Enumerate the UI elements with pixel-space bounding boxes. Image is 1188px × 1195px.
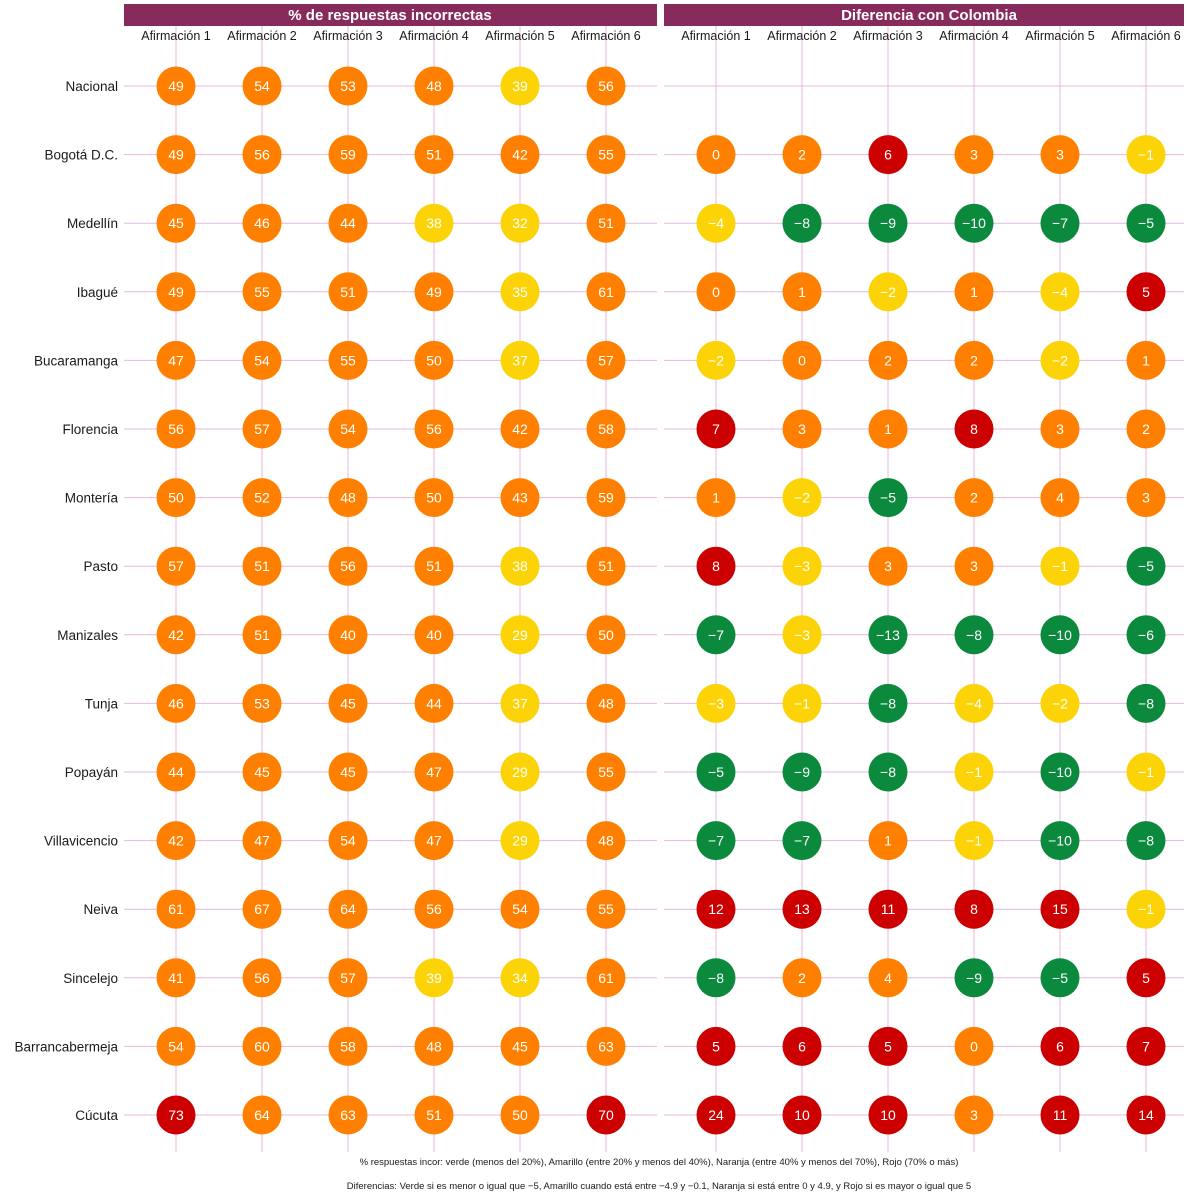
- panel-diferencia-dot-label: −2: [880, 283, 896, 300]
- panel-incorrectas-dot-label: 48: [426, 1038, 442, 1055]
- panel-incorrectas-dot-label: 51: [426, 146, 442, 163]
- panel-incorrectas-dot-label: 37: [512, 352, 528, 369]
- panel-incorrectas-dot-label: 61: [598, 969, 614, 986]
- panel-incorrectas-dot-label: 51: [426, 1107, 442, 1123]
- panel-incorrectas-col-label: Afirmación 2: [227, 29, 297, 43]
- panel-diferencia-dot-label: −9: [880, 215, 896, 232]
- panel-incorrectas-dot-label: 32: [512, 215, 528, 232]
- footnote-line1: % respuestas incor: verde (menos del 20%), Amarillo (entre 20% y menos del 40%), Naranja (entre 40% y menos del 70%), Rojo (70% o más): [359, 1157, 959, 1168]
- panel-incorrectas-dot-label: 45: [254, 764, 270, 780]
- panel-incorrectas-dot-label: 51: [340, 283, 356, 300]
- panel-incorrectas-dot-label: 54: [168, 1038, 184, 1055]
- panel-diferencia-dot-label: 0: [712, 146, 720, 163]
- panel-diferencia-dot-label: −8: [1138, 695, 1154, 712]
- panel-incorrectas-dot-label: 49: [168, 146, 184, 163]
- panel-incorrectas-dot-label: 57: [254, 421, 270, 437]
- row-label: Montería: [64, 490, 118, 506]
- panel-incorrectas-title: % de respuestas incorrectas: [288, 7, 492, 24]
- panel-diferencia-dot-label: 13: [794, 901, 810, 918]
- row-label: Manizales: [57, 627, 118, 643]
- panel-diferencia-dot-label: −1: [1052, 558, 1068, 575]
- panel-incorrectas-dot-label: 53: [254, 695, 270, 712]
- row-label: Sincelejo: [63, 970, 118, 986]
- panel-incorrectas-dot-label: 64: [254, 1107, 270, 1123]
- panel-diferencia-dot-label: −4: [966, 695, 982, 712]
- panel-diferencia-dot-label: 6: [798, 1038, 806, 1055]
- panel-diferencia-dot-label: 6: [884, 146, 892, 163]
- panel-incorrectas-dot-label: 58: [598, 421, 614, 437]
- panel-incorrectas-dot-label: 42: [512, 146, 528, 163]
- panel-diferencia-dot-label: 12: [708, 901, 724, 918]
- panel-diferencia-dot-label: 4: [1056, 489, 1064, 506]
- panel-diferencia-dot-label: 2: [798, 146, 806, 163]
- panel-diferencia-dot-label: −10: [962, 215, 986, 232]
- panel-incorrectas-dot-label: 57: [598, 352, 614, 369]
- panel-diferencia-dot-label: −1: [1138, 146, 1154, 163]
- panel-incorrectas-dot-label: 37: [512, 695, 528, 712]
- panel-diferencia-dot-label: 2: [970, 352, 978, 369]
- panel-incorrectas-dot-label: 42: [168, 626, 184, 643]
- panel-incorrectas: [124, 4, 657, 1152]
- panel-incorrectas-dot-label: 51: [254, 626, 270, 643]
- panel-incorrectas-dot-label: 39: [512, 78, 528, 94]
- panel-incorrectas-dot-label: 54: [254, 352, 270, 369]
- panel-incorrectas-dot-label: 61: [598, 283, 614, 300]
- panel-diferencia-dot-label: 2: [884, 352, 892, 369]
- panel-incorrectas-dot-label: 61: [168, 901, 184, 918]
- panel-incorrectas-dot-label: 29: [512, 764, 528, 780]
- panel-incorrectas-dot-label: 56: [426, 901, 442, 918]
- panel-diferencia-col-label: Afirmación 5: [1025, 29, 1095, 43]
- panel-diferencia-dot-label: −1: [966, 832, 982, 849]
- panel-incorrectas-dot-label: 51: [254, 558, 270, 575]
- panel-diferencia-dot-label: −1: [794, 695, 810, 712]
- panel-diferencia-dot-label: −8: [708, 969, 724, 986]
- panel-diferencia-dot-label: 2: [970, 489, 978, 506]
- panel-diferencia-dot-label: 0: [798, 352, 806, 369]
- panel-incorrectas-dot-label: 40: [426, 626, 442, 643]
- panel-diferencia-dot-label: −10: [1048, 626, 1072, 643]
- panel-incorrectas-dot-label: 49: [168, 78, 184, 94]
- panel-incorrectas-dot-label: 73: [168, 1107, 184, 1123]
- panel-diferencia-dot-label: 11: [1052, 1107, 1068, 1123]
- panel-incorrectas-dot-label: 55: [598, 901, 614, 918]
- panel-diferencia-dot-label: 8: [970, 901, 978, 918]
- panel-diferencia-dot-label: 8: [970, 421, 978, 437]
- panel-diferencia-dot-label: 3: [884, 558, 892, 575]
- panel-incorrectas-dot-label: 45: [340, 695, 356, 712]
- panel-incorrectas-dot-label: 39: [426, 969, 442, 986]
- panel-diferencia-dot-label: 1: [970, 283, 978, 300]
- row-label: Florencia: [62, 422, 118, 437]
- panel-incorrectas-dot-label: 45: [340, 764, 356, 780]
- panel-diferencia-dot-label: 15: [1052, 901, 1068, 918]
- panel-diferencia-title: Diferencia con Colombia: [841, 7, 1017, 24]
- panel-diferencia-dot-label: 5: [1142, 969, 1150, 986]
- panel-incorrectas-dot-label: 63: [340, 1107, 356, 1123]
- panel-diferencia-dot-label: −7: [708, 626, 724, 643]
- panel-incorrectas-dot-label: 50: [426, 489, 442, 506]
- panel-incorrectas-dot-label: 47: [168, 352, 184, 369]
- panel-diferencia-dot-label: 2: [1142, 421, 1150, 437]
- panel-diferencia-dot-label: 2: [798, 969, 806, 986]
- panel-incorrectas-grid: [124, 26, 657, 1152]
- panel-incorrectas-dot-label: 48: [426, 78, 442, 94]
- panel-diferencia-dot-label: −8: [966, 626, 982, 643]
- panel-incorrectas-dot-label: 49: [168, 283, 184, 300]
- panel-diferencia-dot-label: −1: [1138, 901, 1154, 918]
- row-label: Popayán: [64, 765, 118, 780]
- panel-diferencia-dot-label: −5: [708, 764, 724, 780]
- row-label: Bogotá D.C.: [44, 147, 118, 163]
- footnote-line2: Diferencias: Verde si es menor o igual que −5, Amarillo cuando está entre −4.9 y −0.1, Naranja si está entre 0 y 4.9, y Rojo si es mayor o igual que 5: [346, 1181, 972, 1192]
- panel-diferencia-col-label: Afirmación 2: [767, 29, 837, 43]
- panel-incorrectas-dot-label: 56: [254, 146, 270, 163]
- panel-diferencia-dot-label: 6: [1056, 1038, 1064, 1055]
- panel-incorrectas-dot-label: 55: [598, 764, 614, 780]
- row-label: Barrancabermeja: [14, 1039, 118, 1055]
- panel-diferencia-col-label: Afirmación 3: [853, 29, 923, 43]
- panel-incorrectas-col-label: Afirmación 5: [485, 29, 555, 43]
- panel-diferencia-dot-label: 0: [970, 1038, 978, 1055]
- panel-incorrectas-dot-label: 50: [426, 352, 442, 369]
- panel-diferencia-dot-label: −4: [1052, 283, 1068, 300]
- panel-diferencia-dot-label: 8: [712, 558, 720, 575]
- panel-diferencia-col-label: Afirmación 4: [939, 29, 1009, 43]
- panel-incorrectas-dot-label: 54: [512, 901, 528, 918]
- panel-diferencia: [664, 4, 1184, 1152]
- panel-diferencia-dot-label: −5: [1138, 558, 1154, 575]
- panel-diferencia-col-label: Afirmación 6: [1111, 29, 1181, 43]
- panel-diferencia-dot-label: 3: [1142, 489, 1150, 506]
- panel-incorrectas-dot-label: 38: [512, 558, 528, 575]
- panel-diferencia-dot-label: 3: [1056, 146, 1064, 163]
- panel-diferencia-dot-label: −2: [708, 352, 724, 369]
- panel-incorrectas-dots: [157, 67, 626, 1135]
- panel-incorrectas-dot-label: 51: [598, 558, 614, 575]
- panel-incorrectas-dot-label: 53: [340, 78, 356, 94]
- panel-diferencia-dot-label: −5: [1138, 215, 1154, 232]
- panel-incorrectas-dot-label: 42: [168, 832, 184, 849]
- panel-incorrectas-dot-label: 51: [598, 215, 614, 232]
- panel-diferencia-dot-label: −10: [1048, 832, 1072, 849]
- panel-incorrectas-col-labels: [141, 29, 641, 43]
- panel-diferencia-dot-label: 7: [712, 421, 720, 437]
- panel-diferencia-dot-label: 5: [1142, 283, 1150, 300]
- panel-incorrectas-dot-label: 63: [598, 1038, 614, 1055]
- row-labels: [14, 79, 118, 1123]
- panel-diferencia-dot-label: 3: [1056, 421, 1064, 437]
- panel-diferencia-col-label: Afirmación 1: [681, 29, 751, 43]
- panel-diferencia-dot-label: −8: [1138, 832, 1154, 849]
- panel-incorrectas-dot-label: 43: [512, 489, 528, 506]
- panel-incorrectas-dot-label: 57: [340, 969, 356, 986]
- panel-incorrectas-dot-label: 40: [340, 626, 356, 643]
- panel-diferencia-dot-label: 1: [712, 489, 720, 506]
- panel-incorrectas-dot-label: 44: [168, 764, 184, 780]
- panel-incorrectas-dot-label: 56: [598, 78, 614, 94]
- panel-diferencia-dot-label: 14: [1138, 1107, 1154, 1123]
- row-label: Cúcuta: [75, 1108, 118, 1123]
- panel-incorrectas-dot-label: 56: [340, 558, 356, 575]
- panel-incorrectas-dot-label: 50: [598, 626, 614, 643]
- panel-incorrectas-dot-label: 35: [512, 283, 528, 300]
- row-label: Pasto: [83, 559, 118, 575]
- panel-incorrectas-dot-label: 56: [426, 421, 442, 437]
- panel-incorrectas-dot-label: 42: [512, 421, 528, 437]
- row-label: Tunja: [84, 696, 118, 712]
- panel-diferencia-dot-label: 3: [970, 558, 978, 575]
- panel-incorrectas-dot-label: 56: [254, 969, 270, 986]
- panel-diferencia-dot-label: −4: [708, 215, 724, 232]
- panel-diferencia-dot-label: 3: [798, 421, 806, 437]
- panel-incorrectas-dot-label: 54: [340, 832, 356, 849]
- row-label: Ibagué: [76, 284, 118, 300]
- panel-incorrectas-dot-label: 64: [340, 901, 356, 918]
- panel-diferencia-dot-label: 0: [712, 283, 720, 300]
- panel-diferencia-dot-label: 3: [970, 146, 978, 163]
- panel-diferencia-dot-label: −9: [966, 969, 982, 986]
- panel-incorrectas-dot-label: 51: [426, 558, 442, 575]
- panel-diferencia-dot-label: 4: [884, 969, 892, 986]
- panel-diferencia-dot-label: 11: [880, 901, 896, 918]
- panel-incorrectas-dot-label: 55: [340, 352, 356, 369]
- panel-diferencia-dot-label: 10: [880, 1107, 896, 1123]
- panel-incorrectas-dot-label: 54: [254, 78, 270, 94]
- panel-incorrectas-col-label: Afirmación 6: [571, 29, 641, 43]
- panel-diferencia-dot-label: −6: [1138, 626, 1154, 643]
- panel-diferencia-dot-label: 1: [884, 832, 892, 849]
- panel-diferencia-dot-label: −5: [880, 489, 896, 506]
- row-label: Bucaramanga: [33, 353, 118, 369]
- panel-diferencia-dot-label: 1: [1142, 352, 1150, 369]
- panel-diferencia-dot-label: −8: [880, 695, 896, 712]
- panel-diferencia-col-labels: [681, 29, 1181, 43]
- panel-incorrectas-dot-label: 46: [254, 215, 270, 232]
- panel-incorrectas-dot-label: 44: [426, 695, 442, 712]
- panel-diferencia-dot-label: 7: [1142, 1038, 1150, 1055]
- panel-incorrectas-dot-label: 55: [254, 283, 270, 300]
- panel-incorrectas-dot-label: 46: [168, 695, 184, 712]
- panel-diferencia-dot-label: −2: [794, 489, 810, 506]
- panel-incorrectas-dot-label: 45: [512, 1038, 528, 1055]
- panel-incorrectas-dot-label: 48: [598, 832, 614, 849]
- panel-diferencia-dot-label: −2: [1052, 352, 1068, 369]
- panel-diferencia-dot-label: 10: [794, 1107, 810, 1123]
- panel-incorrectas-dot-label: 29: [512, 626, 528, 643]
- panel-incorrectas-dot-label: 70: [598, 1107, 614, 1123]
- panel-incorrectas-dot-label: 47: [254, 832, 270, 849]
- panel-incorrectas-dot-label: 55: [598, 146, 614, 163]
- panel-diferencia-dot-label: −10: [1048, 764, 1072, 780]
- panel-incorrectas-dot-label: 58: [340, 1038, 356, 1055]
- panel-incorrectas-dot-label: 45: [168, 215, 184, 232]
- panel-diferencia-dot-label: −8: [880, 764, 896, 780]
- row-label: Neiva: [83, 902, 118, 918]
- panel-diferencia-dot-label: −7: [708, 832, 724, 849]
- panel-diferencia-dot-label: 5: [884, 1038, 892, 1055]
- panel-diferencia-dot-label: −13: [876, 626, 900, 643]
- panel-incorrectas-col-label: Afirmación 1: [141, 29, 211, 43]
- panel-incorrectas-dot-label: 34: [512, 969, 528, 986]
- panel-diferencia-dot-label: −1: [1138, 764, 1154, 780]
- panel-incorrectas-dot-label: 60: [254, 1038, 270, 1055]
- panel-diferencia-grid: [664, 26, 1184, 1152]
- panel-diferencia-dot-label: 1: [798, 283, 806, 300]
- panel-incorrectas-dot-label: 44: [340, 215, 356, 232]
- panel-diferencia-dot-label: −3: [794, 558, 810, 575]
- panel-incorrectas-dot-label: 57: [168, 558, 184, 575]
- panel-diferencia-dot-label: 5: [712, 1038, 720, 1055]
- panel-incorrectas-dot-label: 50: [168, 489, 184, 506]
- panel-diferencia-dot-label: −2: [1052, 695, 1068, 712]
- panel-diferencia-dot-label: 3: [970, 1107, 978, 1123]
- panel-incorrectas-dot-label: 59: [598, 489, 614, 506]
- panel-incorrectas-dot-label: 59: [340, 146, 356, 163]
- panel-diferencia-dot-label: −9: [794, 764, 810, 780]
- panel-diferencia-dot-label: −8: [794, 215, 810, 232]
- panel-diferencia-dot-label: −7: [794, 832, 810, 849]
- panel-diferencia-dot-label: 1: [884, 421, 892, 437]
- panel-incorrectas-dot-label: 56: [168, 421, 184, 437]
- row-label: Medellín: [66, 216, 118, 232]
- panel-diferencia-dot-label: −1: [966, 764, 982, 780]
- panel-incorrectas-col-label: Afirmación 4: [399, 29, 469, 43]
- panel-incorrectas-dot-label: 49: [426, 283, 442, 300]
- panel-incorrectas-dot-label: 54: [340, 421, 356, 437]
- panel-incorrectas-dot-label: 47: [426, 832, 442, 849]
- panel-diferencia-dot-label: −5: [1052, 969, 1068, 986]
- panel-incorrectas-dot-label: 48: [598, 695, 614, 712]
- row-label: Villavicencio: [43, 833, 118, 849]
- panel-incorrectas-dot-label: 48: [340, 489, 356, 506]
- panel-incorrectas-dot-label: 67: [254, 901, 270, 918]
- panel-diferencia-dot-label: −7: [1052, 215, 1068, 232]
- panel-incorrectas-dot-label: 41: [168, 969, 184, 986]
- panel-incorrectas-dot-label: 29: [512, 832, 528, 849]
- panel-diferencia-dot-label: −3: [708, 695, 724, 712]
- panel-incorrectas-dot-label: 50: [512, 1107, 528, 1123]
- panel-incorrectas-col-label: Afirmación 3: [313, 29, 383, 43]
- panel-incorrectas-dot-label: 47: [426, 764, 442, 780]
- panel-incorrectas-dot-label: 52: [254, 489, 270, 506]
- panel-diferencia-dot-label: 24: [708, 1107, 724, 1123]
- panel-diferencia-dot-label: −3: [794, 626, 810, 643]
- panel-incorrectas-dot-label: 38: [426, 215, 442, 232]
- row-label: Nacional: [65, 79, 118, 94]
